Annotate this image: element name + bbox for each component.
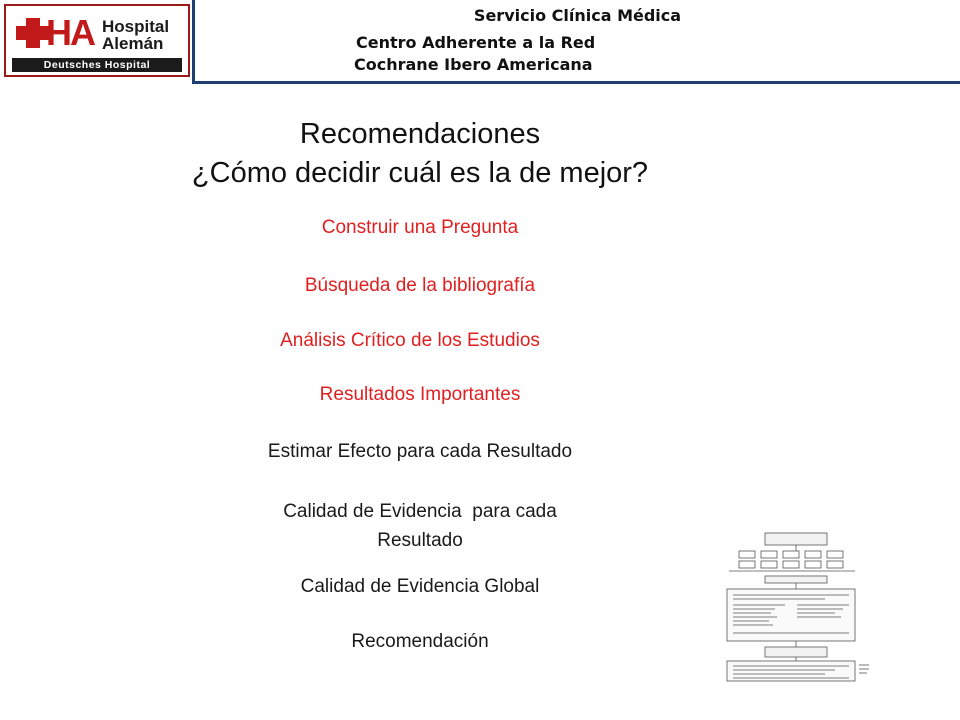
step-construir-pregunta: Construir una Pregunta — [321, 217, 519, 238]
grade-process-figure — [725, 531, 871, 683]
header-line-2: Centro Adherente a la Red — [356, 33, 596, 52]
slide-title: Recomendaciones — [299, 118, 541, 150]
header-bar — [0, 0, 960, 84]
logo-strip: Deutsches Hospital — [12, 58, 182, 72]
step-recomendacion: Recomendación — [351, 631, 489, 652]
step-calidad-evidencia-line2: Resultado — [377, 530, 463, 551]
logo-frame — [4, 4, 190, 77]
logo-name-line1: Hospital — [102, 17, 170, 36]
step-estimar-efecto: Estimar Efecto para cada Resultado — [267, 441, 573, 462]
hospital-logo — [0, 0, 195, 84]
step-resultados-importantes: Resultados Importantes — [319, 384, 521, 405]
header-line-3: Cochrane Ibero Americana — [354, 55, 593, 74]
step-calidad-evidencia-line1: Calidad de Evidencia para cada — [283, 501, 557, 522]
step-calidad-global: Calidad de Evidencia Global — [300, 576, 540, 597]
step-busqueda-bibliografia: Búsqueda de la bibliografía — [304, 275, 536, 296]
logo-mark: HA — [46, 12, 94, 53]
logo-name-line2: Alemán — [102, 34, 164, 53]
header-line-1: Servicio Clínica Médica — [473, 6, 682, 25]
step-analisis-critico: Análisis Crítico de los Estudios — [280, 330, 540, 351]
slide-subtitle: ¿Cómo decidir cuál es la de mejor? — [191, 157, 649, 189]
